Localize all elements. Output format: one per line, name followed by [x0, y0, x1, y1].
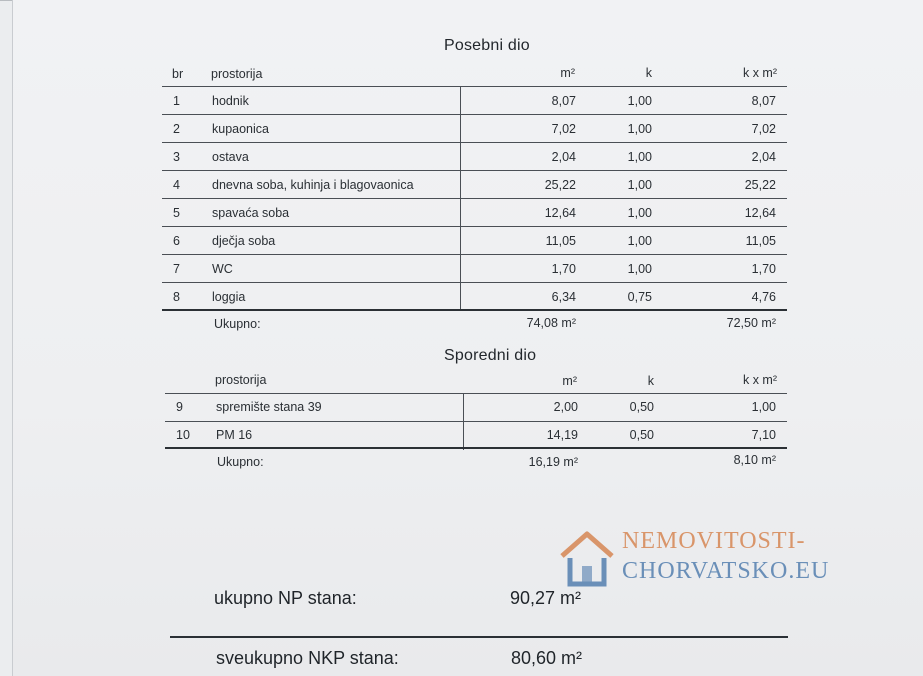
cell-area: 1,70	[551, 262, 576, 276]
cell-kxm: 8,07	[751, 94, 776, 108]
cell-k: 1,00	[627, 150, 652, 164]
cell-kxm: 4,76	[751, 290, 776, 304]
header-area: m²	[562, 374, 577, 388]
summary-divider	[170, 636, 788, 638]
cell-area: 2,00	[553, 400, 578, 414]
header-room: prostorija	[215, 373, 267, 387]
cell-area: 25,22	[544, 178, 576, 192]
column-separator	[460, 283, 461, 311]
table-divider	[162, 309, 787, 311]
watermark-line1: NEMOVITOSTI-	[622, 528, 806, 554]
cell-room: hodnik	[212, 94, 249, 108]
cell-br: 9	[176, 400, 183, 414]
header-kxm: k x m²	[742, 373, 777, 387]
header-k: k	[647, 374, 654, 388]
cell-k: 1,00	[627, 206, 652, 220]
cell-area: 12,64	[544, 206, 576, 220]
total-label: Ukupno:	[214, 317, 261, 331]
cell-br: 7	[173, 262, 180, 276]
cell-area: 6,34	[551, 290, 576, 304]
cell-k: 0,50	[629, 400, 654, 414]
cell-kxm: 1,00	[751, 400, 776, 414]
column-separator	[460, 199, 461, 227]
row-separator	[165, 421, 787, 422]
cell-area: 2,04	[551, 150, 576, 164]
header-room: prostorija	[211, 67, 263, 81]
cell-k: 1,00	[627, 178, 652, 192]
cell-br: 10	[176, 428, 190, 442]
cell-room: dječja soba	[212, 234, 276, 248]
cell-br: 8	[173, 290, 180, 304]
row-separator	[162, 254, 787, 255]
header-br: br	[172, 67, 184, 81]
section-title-sporedni: Sporedni dio	[444, 347, 537, 364]
total-area: 16,19 m²	[528, 455, 578, 469]
column-separator	[460, 87, 461, 115]
row-separator	[165, 393, 787, 394]
column-separator	[460, 171, 461, 199]
house-icon	[558, 528, 616, 588]
column-separator	[460, 143, 461, 171]
row-separator	[162, 170, 787, 171]
table-divider	[165, 447, 787, 449]
cell-area: 7,02	[551, 122, 576, 136]
cell-kxm: 12,64	[744, 206, 776, 220]
cell-room: spavaća soba	[212, 206, 290, 220]
total-area: 74,08 m²	[526, 316, 576, 330]
column-separator	[460, 227, 461, 255]
cell-kxm: 1,70	[751, 262, 776, 276]
cell-room: kupaonica	[212, 122, 269, 136]
row-separator	[162, 198, 787, 199]
cell-room: dnevna soba, kuhinja i blagovaonica	[212, 178, 414, 192]
column-separator	[460, 115, 461, 143]
watermark-line2: CHORVATSKO.EU	[622, 558, 830, 584]
section-title-posebni: Posebni dio	[444, 37, 530, 54]
total-label: Ukupno:	[217, 455, 264, 469]
cell-kxm: 7,02	[751, 122, 776, 136]
cell-k: 0,75	[627, 290, 652, 304]
row-separator	[162, 226, 787, 227]
cell-area: 14,19	[546, 428, 578, 442]
watermark-logo	[558, 528, 858, 588]
cell-br: 1	[173, 94, 180, 108]
column-separator	[463, 394, 464, 422]
cell-br: 5	[173, 206, 180, 220]
cell-kxm: 25,22	[744, 178, 776, 192]
cell-br: 2	[173, 122, 180, 136]
header-kxm: k x m²	[742, 66, 777, 80]
cell-kxm: 11,05	[745, 234, 776, 248]
row-separator	[162, 86, 787, 87]
total-kxm: 72,50 m²	[726, 316, 776, 330]
nkp-label: sveukupno NKP stana:	[216, 648, 399, 668]
row-separator	[162, 142, 787, 143]
column-separator	[460, 255, 461, 283]
np-label: ukupno NP stana:	[214, 588, 357, 608]
cell-br: 4	[173, 178, 180, 192]
cell-k: 1,00	[627, 234, 652, 248]
nkp-value: 80,60 m²	[511, 648, 583, 668]
cell-room: ostava	[212, 150, 249, 164]
header-k: k	[645, 66, 652, 80]
row-separator	[162, 114, 787, 115]
cell-room: spremište stana 39	[216, 400, 322, 414]
column-separator	[463, 422, 464, 450]
cell-area: 11,05	[545, 234, 576, 248]
cell-kxm: 2,04	[751, 150, 776, 164]
total-kxm: 8,10 m²	[733, 453, 776, 467]
cell-k: 1,00	[627, 262, 652, 276]
cell-br: 6	[173, 234, 180, 248]
cell-room: PM 16	[216, 428, 253, 442]
header-area: m²	[560, 66, 575, 80]
cell-k: 0,50	[629, 428, 654, 442]
cell-room: loggia	[212, 290, 246, 304]
cell-area: 8,07	[551, 94, 576, 108]
cell-kxm: 7,10	[751, 428, 776, 442]
np-value: 90,27 m²	[510, 588, 582, 608]
cell-br: 3	[173, 150, 180, 164]
cell-k: 1,00	[627, 94, 652, 108]
cell-k: 1,00	[627, 122, 652, 136]
cell-room: WC	[212, 262, 233, 276]
row-separator	[162, 282, 787, 283]
